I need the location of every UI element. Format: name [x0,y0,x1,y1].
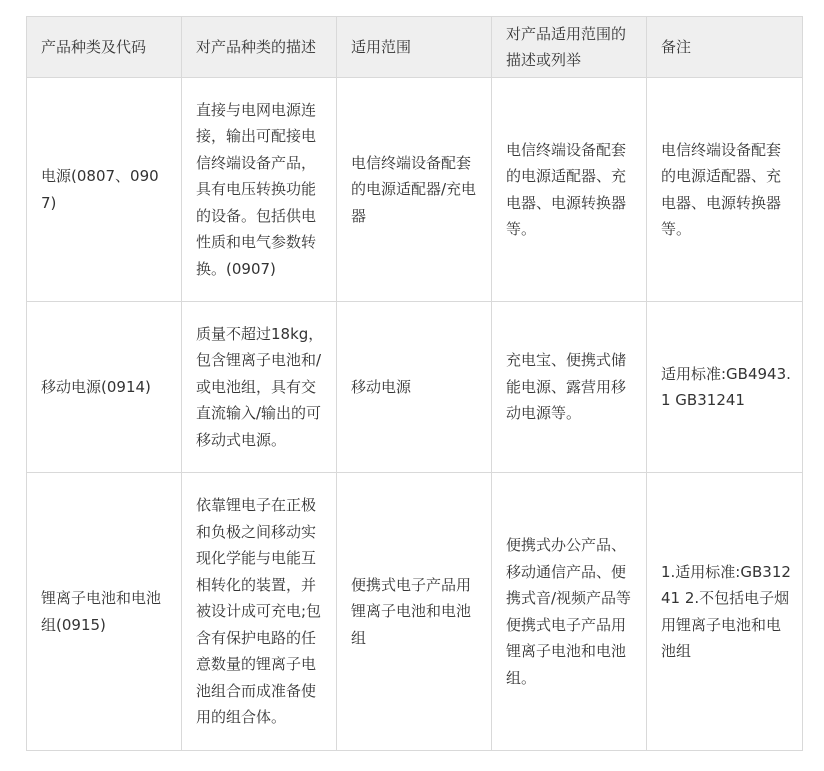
cell-scope-detail: 便携式办公产品、移动通信产品、便携式音/视频产品等便携式电子产品用锂离子电池和电池组。 [492,473,647,751]
table-row [27,473,803,751]
cell-scope: 电信终端设备配套的电源适配器/充电器 [337,78,492,302]
header-category: 产品种类及代码 [27,17,182,78]
cell-description: 直接与电网电源连接，输出可配接电信终端设备产品，具有电压转换功能的设备。包括供电性质和电气参数转换。(0907) [182,78,337,302]
table-row [27,78,803,302]
cell-description: 依靠锂电子在正极和负极之间移动实现化学能与电能互相转化的装置，并被设计成可充电;包含有保护电路的任意数量的锂离子电池组合而成准备使用的组合体。 [182,473,337,751]
header-description: 对产品种类的描述 [182,17,337,78]
header-row [27,17,803,78]
cell-scope: 便携式电子产品用锂离子电池和电池组 [337,473,492,751]
cell-category: 电源(0807、0907) [27,78,182,302]
header-remark: 备注 [647,17,803,78]
cell-remark: 适用标准:GB4943.1 GB31241 [647,302,803,473]
table-body [27,78,803,751]
cell-scope: 移动电源 [337,302,492,473]
cell-category: 锂离子电池和电池组(0915) [27,473,182,751]
header-scope: 适用范围 [337,17,492,78]
cell-description: 质量不超过18kg，包含锂离子电池和/或电池组，具有交直流输入/输出的可移动式电源。 [182,302,337,473]
product-table [26,16,803,751]
cell-remark: 1.适用标准:GB31241 2.不包括电子烟用锂离子电池和电池组 [647,473,803,751]
cell-scope-detail: 电信终端设备配套的电源适配器、充电器、电源转换器等。 [492,78,647,302]
cell-category: 移动电源(0914) [27,302,182,473]
table-header [27,17,803,78]
header-scope-detail: 对产品适用范围的描述或列举 [492,17,647,78]
table-row [27,302,803,473]
cell-remark: 电信终端设备配套的电源适配器、充电器、电源转换器等。 [647,78,803,302]
cell-scope-detail: 充电宝、便携式储能电源、露营用移动电源等。 [492,302,647,473]
